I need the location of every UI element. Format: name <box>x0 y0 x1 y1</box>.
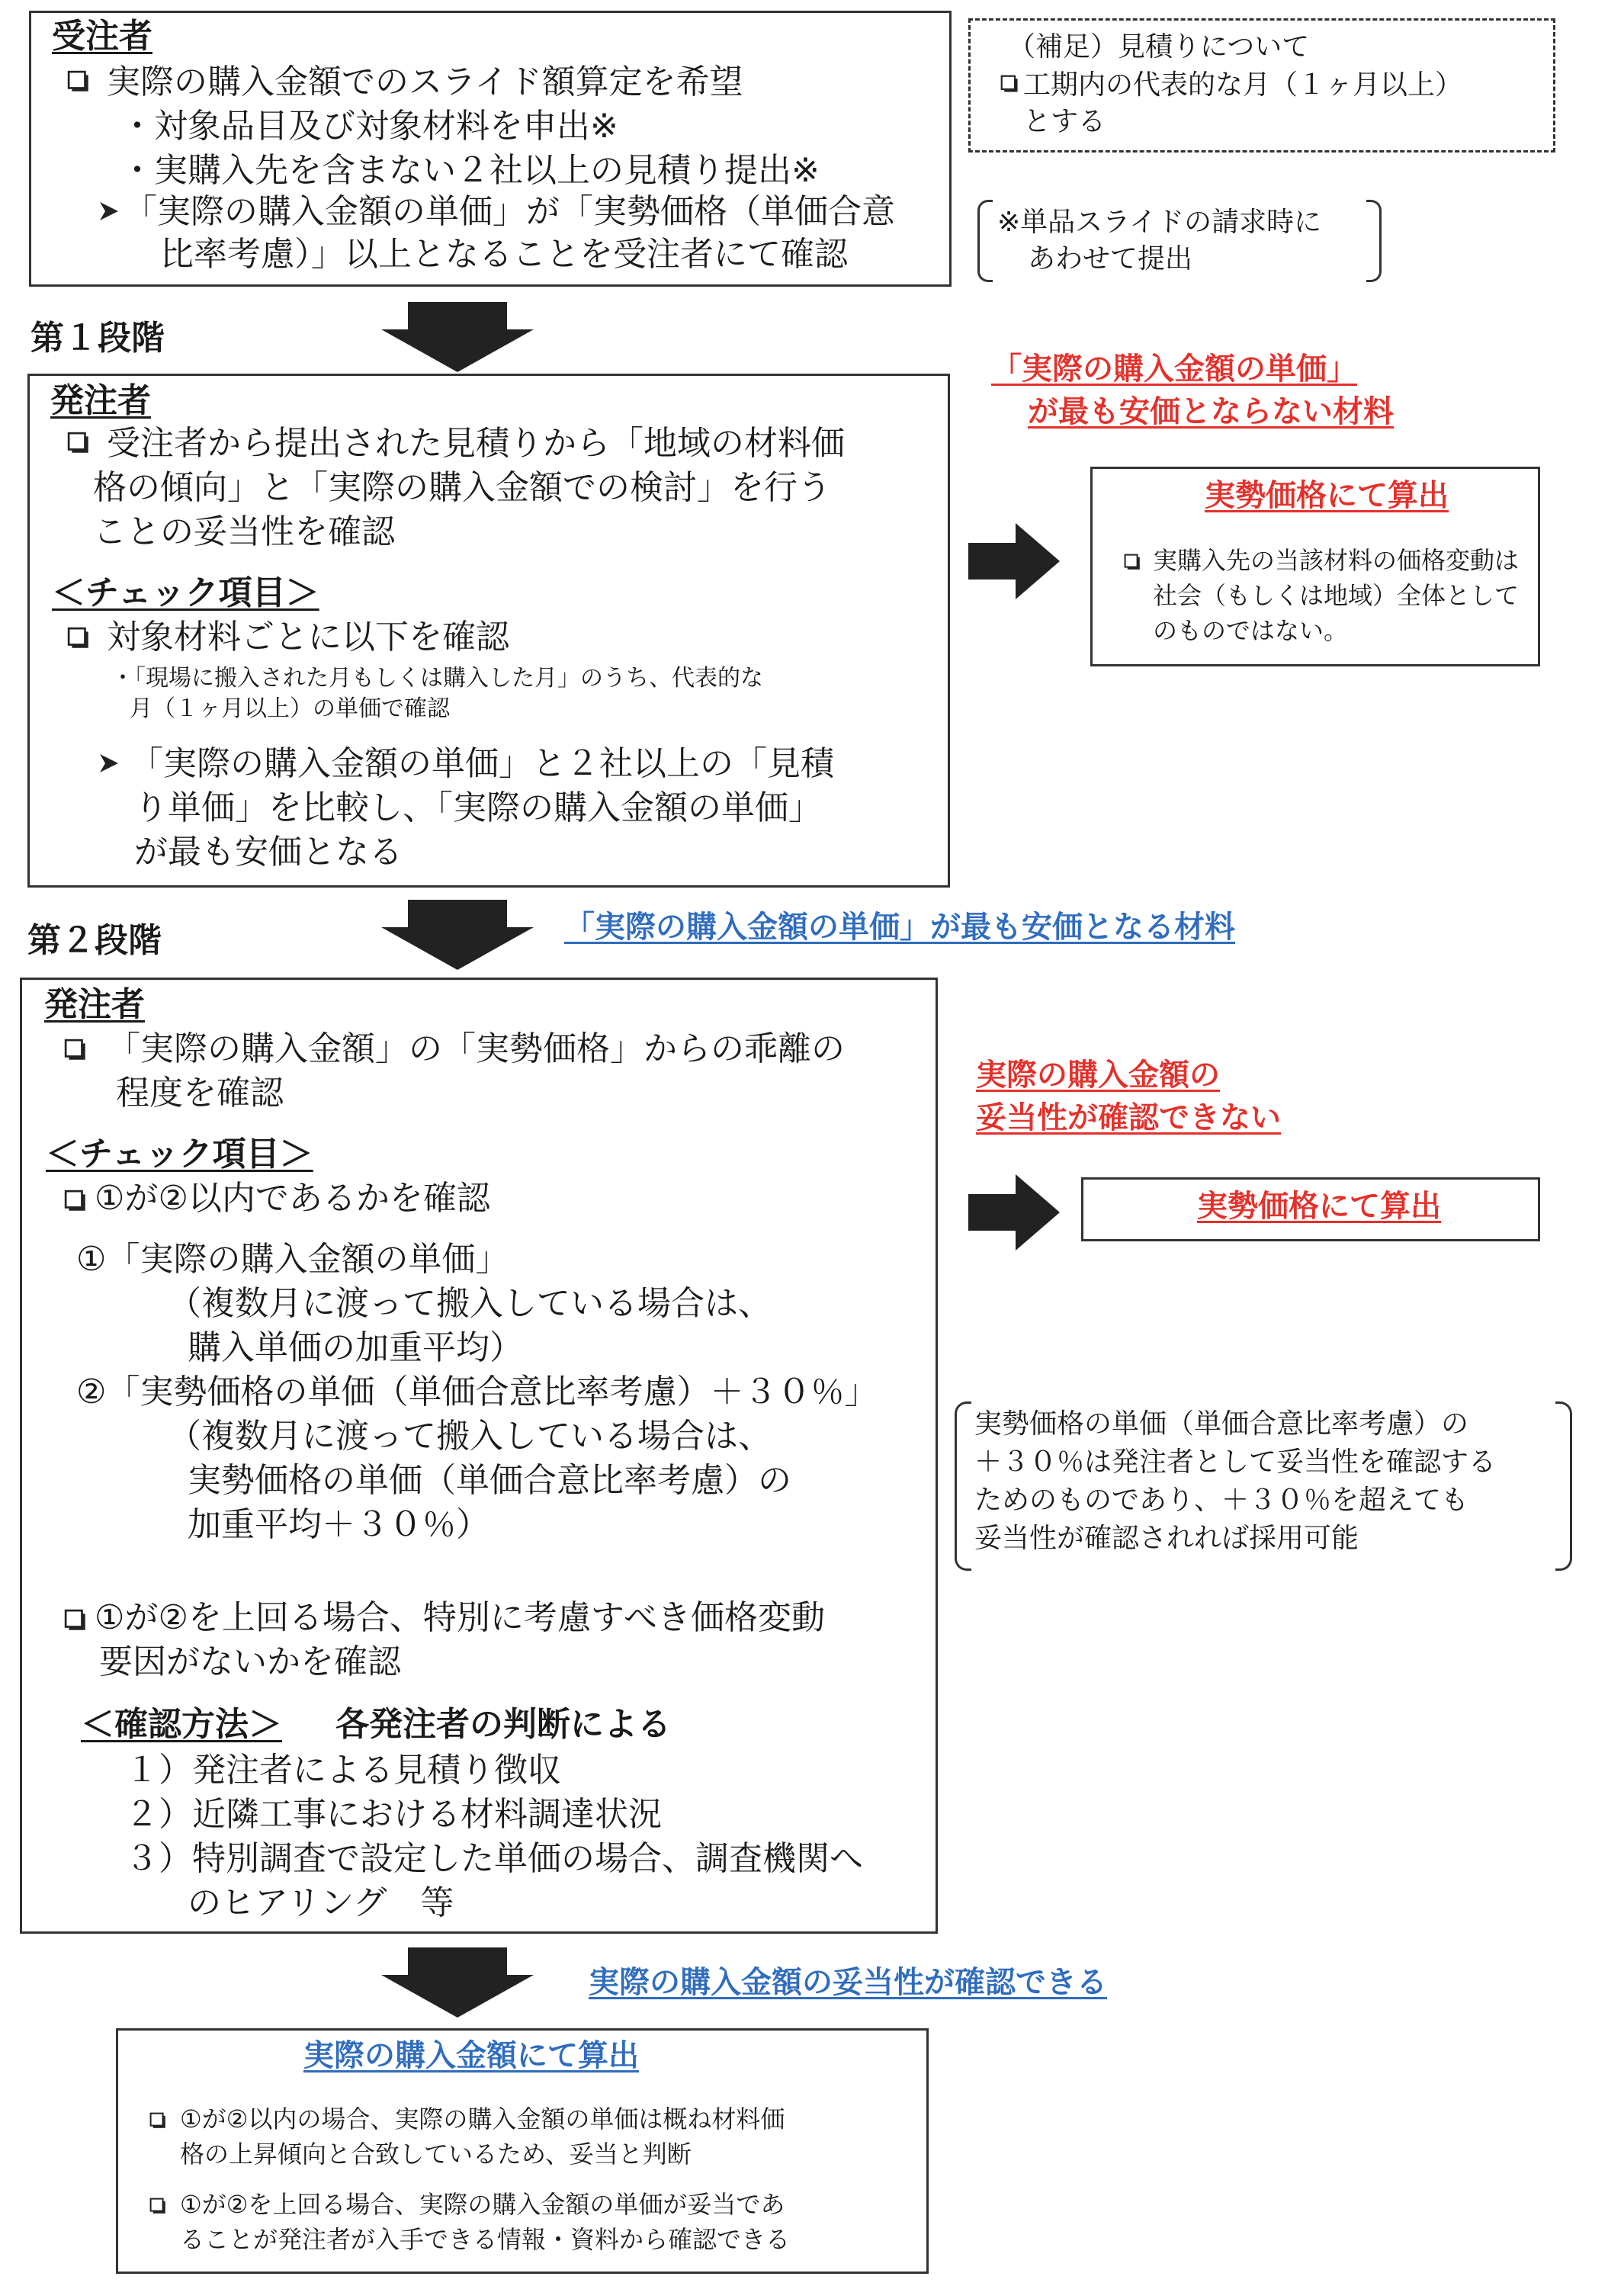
supplement-note-l3: とする <box>1023 106 1106 137</box>
bracket-left <box>977 200 993 282</box>
contractor-sub1: ・対象品目及び対象材料を申出※ <box>120 107 618 146</box>
contractor-heading: 受注者 <box>52 17 152 56</box>
supplement-note-l1: （補足）見積りについて <box>1008 31 1310 63</box>
stage2-item2-l2: 要因がないかを確認 <box>99 1642 401 1681</box>
stage1-item-l2: 格の傾向」と「実際の購入金額での検討」を行う <box>93 468 831 507</box>
stage1-result-title: 実勢価格にて算出 <box>1205 478 1449 513</box>
stage2-c2b: 実勢価格の単価（単価合意比率考慮）の <box>188 1461 791 1500</box>
stage2-blue-link: 「実際の購入金額の単価」が最も安価となる材料 <box>564 910 1235 945</box>
checkbox-icon <box>64 1039 88 1063</box>
right-arrow-icon <box>968 1174 1060 1251</box>
stage2-red-l2: 妥当性が確認できない <box>976 1100 1281 1135</box>
stage1-arrow-l2: り単価」を比較し、「実際の購入金額の単価」 <box>134 788 822 827</box>
checkbox-icon <box>149 2198 168 2216</box>
stage2-result-title: 実勢価格にて算出 <box>1197 1189 1441 1224</box>
contractor-arrow-l1: 「実際の購入金額の単価」が「実勢価格（単価合意 <box>124 192 895 231</box>
stage1-check-item: 対象材料ごとに以下を確認 <box>107 618 509 657</box>
final-i1-l2: 格の上昇傾向と合致しているため、妥当と判断 <box>180 2140 692 2169</box>
stage2-item2-l1: ①が②を上回る場合、特別に考慮すべき価格変動 <box>95 1598 826 1637</box>
stage2-c2c: 加重平均＋３０％） <box>188 1505 489 1544</box>
final-blue-link: 実際の購入金額の妥当性が確認できる <box>589 1965 1107 2000</box>
bracket-right <box>1366 200 1382 282</box>
checkbox-icon <box>67 70 91 95</box>
checkbox-icon <box>149 2112 168 2130</box>
stage1-small-l2: 月（１ヶ月以上）の単価で確認 <box>130 695 450 722</box>
checkbox-icon <box>64 1609 88 1633</box>
final-i2-l1: ①が②を上回る場合、実際の購入金額の単価が妥当であ <box>180 2190 785 2219</box>
stage2-item-l2: 程度を確認 <box>116 1074 284 1112</box>
arrowhead-icon <box>98 200 120 223</box>
stage2-red-l1: 実際の購入金額の <box>976 1058 1220 1093</box>
final-i1-l1: ①が②以内の場合、実際の購入金額の単価は概ね材料価 <box>180 2105 785 2133</box>
down-arrow-icon <box>381 1947 534 2018</box>
contractor-arrow-l2: 比率考慮）」以上となることを受注者にて確認 <box>160 235 848 274</box>
stage1-red-l1: 「実際の購入金額の単価」 <box>991 352 1357 387</box>
arrowhead-icon <box>98 752 120 775</box>
stage2-method-rest: 各発注者の判断による <box>335 1705 671 1744</box>
stage2-c2a: （複数月に渡って搬入している場合は、 <box>168 1417 772 1456</box>
supplement-note-l2: 工期内の代表的な月（１ヶ月以上） <box>1023 69 1463 101</box>
stage2-m2: ２）近隣工事における材料調達状況 <box>125 1795 662 1834</box>
stage2-c2: ②「実勢価格の単価（単価合意比率考慮）＋３０％」 <box>76 1373 878 1411</box>
right-arrow-icon <box>968 523 1060 599</box>
contractor-item: 実際の購入金額でのスライド額算定を希望 <box>107 63 743 101</box>
stage2-note-l1: 実勢価格の単価（単価合意比率考慮）の <box>974 1408 1469 1440</box>
stage2-method-heading: ＜確認方法＞ <box>81 1705 282 1744</box>
down-arrow-icon <box>381 302 534 372</box>
bracket-left <box>955 1401 971 1571</box>
stage1-label: 第１段階 <box>30 319 165 358</box>
contractor-sub2: ・実購入先を含まない２社以上の見積り提出※ <box>120 151 820 190</box>
stage2-check-item: ①が②以内であるかを確認 <box>95 1179 490 1218</box>
stage2-heading: 発注者 <box>44 985 145 1024</box>
checkbox-icon <box>67 432 91 456</box>
final-title: 実際の購入金額にて算出 <box>303 2038 639 2073</box>
bracket-right <box>1555 1401 1572 1571</box>
stage1-red-l2: が最も安価とならない材料 <box>1028 394 1394 429</box>
stage1-result-l1: 実購入先の当該材料の価格変動は <box>1153 546 1520 575</box>
stage2-item-l1: 「実際の購入金額」の「実勢価格」からの乖離の <box>107 1029 845 1068</box>
stage1-arrow-l1: 「実際の購入金額の単価」と２社以上の「見積 <box>130 744 834 783</box>
stage1-check-heading: ＜チェック項目＞ <box>52 573 319 612</box>
stage2-c1b: 購入単価の加重平均） <box>188 1328 523 1367</box>
stage1-result-l3: のものではない。 <box>1153 616 1349 645</box>
final-i2-l2: ることが発注者が入手できる情報・資料から確認できる <box>180 2225 791 2254</box>
stage2-c1a: （複数月に渡って搬入している場合は、 <box>168 1284 772 1323</box>
checkbox-icon <box>64 1190 88 1214</box>
stage1-small-l1: ・「現場に搬入された月もしくは購入した月」のうち、代表的な <box>111 665 763 692</box>
stage2-c1: ①「実際の購入金額の単価」 <box>76 1240 509 1279</box>
stage1-item-l3: ことの妥当性を確認 <box>93 512 395 551</box>
down-arrow-icon <box>381 900 534 970</box>
stage1-item-l1: 受注者から提出された見積りから「地域の材料価 <box>107 424 845 463</box>
stage2-m3-l1: ３）特別調査で設定した単価の場合、調査機関へ <box>125 1839 863 1878</box>
stage2-check-heading: ＜チェック項目＞ <box>46 1135 313 1174</box>
stage1-heading: 発注者 <box>50 381 151 420</box>
checkbox-icon <box>1124 554 1142 572</box>
stage2-label: 第２段階 <box>27 921 162 960</box>
checkbox-icon <box>67 627 91 651</box>
stage2-m1: １）発注者による見積り徴収 <box>125 1751 561 1790</box>
checkbox-icon <box>1000 75 1020 95</box>
stage2-note-l2: ＋３０％は発注者として妥当性を確認する <box>974 1446 1497 1478</box>
submission-note-l1: ※単品スライドの請求時に <box>997 207 1322 238</box>
stage1-result-l2: 社会（もしくは地域）全体として <box>1153 581 1520 610</box>
stage2-note-l4: 妥当性が確認されれば採用可能 <box>974 1523 1359 1554</box>
stage1-arrow-l3: が最も安価となる <box>134 833 403 872</box>
stage2-m3-l2: のヒアリング 等 <box>188 1883 454 1922</box>
stage2-note-l3: ためのものであり、＋３０％を超えても <box>974 1485 1469 1516</box>
submission-note-l2: あわせて提出 <box>1028 243 1193 275</box>
